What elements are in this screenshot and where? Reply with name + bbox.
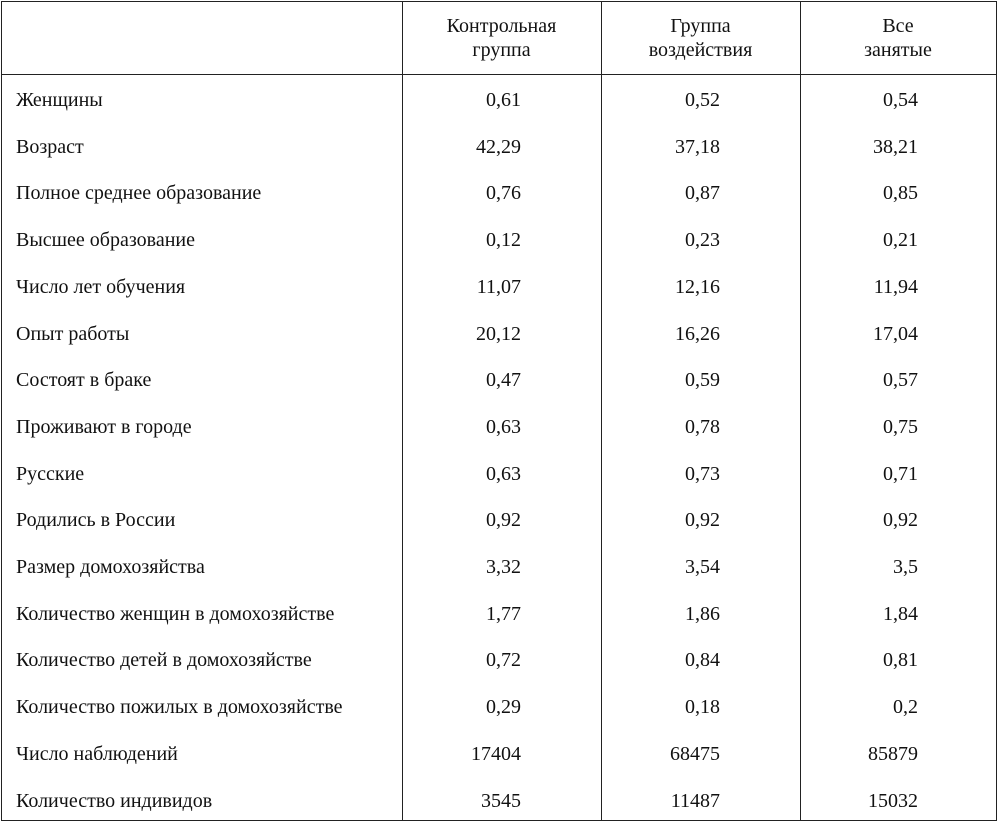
- header-control-group: [402, 2, 601, 74]
- value-cell: 0,59: [685, 369, 720, 392]
- value-cell: 0,73: [685, 462, 720, 485]
- row-label: Женщины: [16, 89, 103, 111]
- value-cell: 0,76: [486, 182, 521, 205]
- value-cell: 11,94: [873, 275, 918, 298]
- value-cell: 0,72: [486, 649, 521, 672]
- header-line: воздействия: [648, 39, 753, 61]
- value-cell: 0,92: [883, 509, 918, 532]
- value-cell: 0,18: [685, 696, 720, 719]
- value-cell: 0,52: [685, 89, 720, 111]
- value-cell: 37,18: [675, 135, 720, 158]
- value-cell: 3545: [481, 789, 521, 812]
- value-cell: 0,12: [486, 229, 521, 252]
- value-cell: 0,85: [883, 182, 918, 205]
- header-treatment-group: [601, 2, 800, 74]
- value-cell: 17,04: [873, 322, 918, 345]
- value-cell: 3,32: [486, 556, 521, 578]
- row-label: Количество индивидов: [16, 789, 213, 812]
- row-label: Количество женщин в домохозяйстве: [16, 602, 335, 625]
- value-cell: 3,5: [893, 556, 918, 578]
- table-row: [2, 591, 996, 638]
- table-row: [2, 451, 996, 498]
- row-label: Опыт работы: [16, 322, 130, 345]
- row-label: Русские: [16, 462, 85, 485]
- value-cell: 3,54: [685, 556, 720, 578]
- statistics-table: [1, 1, 997, 821]
- value-cell: 20,12: [476, 322, 521, 345]
- row-label: Родились в России: [16, 509, 176, 532]
- row-label: Размер домохозяйства: [16, 556, 205, 578]
- value-cell: 0,63: [486, 462, 521, 485]
- value-cell: 1,84: [883, 602, 918, 625]
- header-divider: [2, 74, 996, 75]
- value-cell: 0,92: [486, 509, 521, 532]
- value-cell: 0,81: [883, 649, 918, 672]
- row-label: Количество пожилых в домохозяйстве: [16, 696, 343, 719]
- table-row: [2, 497, 996, 544]
- row-label: Возраст: [16, 135, 84, 158]
- value-cell: 11487: [670, 789, 720, 812]
- value-cell: 0,92: [685, 509, 720, 532]
- table-row: [2, 404, 996, 451]
- value-cell: 0,75: [883, 415, 918, 438]
- table-row: [2, 77, 996, 124]
- table-row: [2, 311, 996, 358]
- value-cell: 17404: [471, 742, 521, 765]
- value-cell: 0,78: [685, 415, 720, 438]
- header-line: занятые: [864, 39, 932, 61]
- value-cell: 0,2: [893, 696, 918, 719]
- value-cell: 11,07: [476, 275, 521, 298]
- row-label: Проживают в городе: [16, 415, 192, 438]
- value-cell: 38,21: [873, 135, 918, 158]
- value-cell: 85879: [868, 742, 918, 765]
- row-label: Количество детей в домохозяйстве: [16, 649, 312, 672]
- value-cell: 0,54: [883, 89, 918, 111]
- row-label: Высшее образование: [16, 229, 195, 252]
- value-cell: 0,47: [486, 369, 521, 392]
- value-cell: 0,21: [883, 229, 918, 252]
- row-label: Число наблюдений: [16, 742, 178, 765]
- value-cell: 68475: [670, 742, 720, 765]
- value-cell: 1,86: [685, 602, 720, 625]
- value-cell: 0,23: [685, 229, 720, 252]
- header-line: Группа: [670, 15, 731, 37]
- row-label: Полное среднее образование: [16, 182, 262, 205]
- value-cell: 0,84: [685, 649, 720, 672]
- table-row: [2, 731, 996, 778]
- value-cell: 15032: [868, 789, 918, 812]
- value-cell: 0,57: [883, 369, 918, 392]
- header-line: группа: [472, 39, 531, 61]
- table-row: [2, 170, 996, 217]
- value-cell: 12,16: [675, 275, 720, 298]
- value-cell: 42,29: [476, 135, 521, 158]
- table-row: [2, 357, 996, 404]
- table-row: [2, 778, 996, 824]
- value-cell: 0,29: [486, 696, 521, 719]
- table-row: [2, 684, 996, 731]
- table-row: [2, 217, 996, 264]
- header-all-employed: [800, 2, 996, 74]
- value-cell: 0,87: [685, 182, 720, 205]
- row-label: Состоят в браке: [16, 369, 152, 392]
- value-cell: 1,77: [486, 602, 521, 625]
- table-row: [2, 544, 996, 591]
- table-row: [2, 637, 996, 684]
- value-cell: 0,61: [486, 89, 521, 111]
- header-line: Все: [882, 15, 914, 37]
- table-row: [2, 124, 996, 171]
- value-cell: 0,63: [486, 415, 521, 438]
- value-cell: 16,26: [675, 322, 720, 345]
- row-label: Число лет обучения: [16, 275, 186, 298]
- table-row: [2, 264, 996, 311]
- value-cell: 0,71: [883, 462, 918, 485]
- header-line: Контрольная: [446, 15, 557, 37]
